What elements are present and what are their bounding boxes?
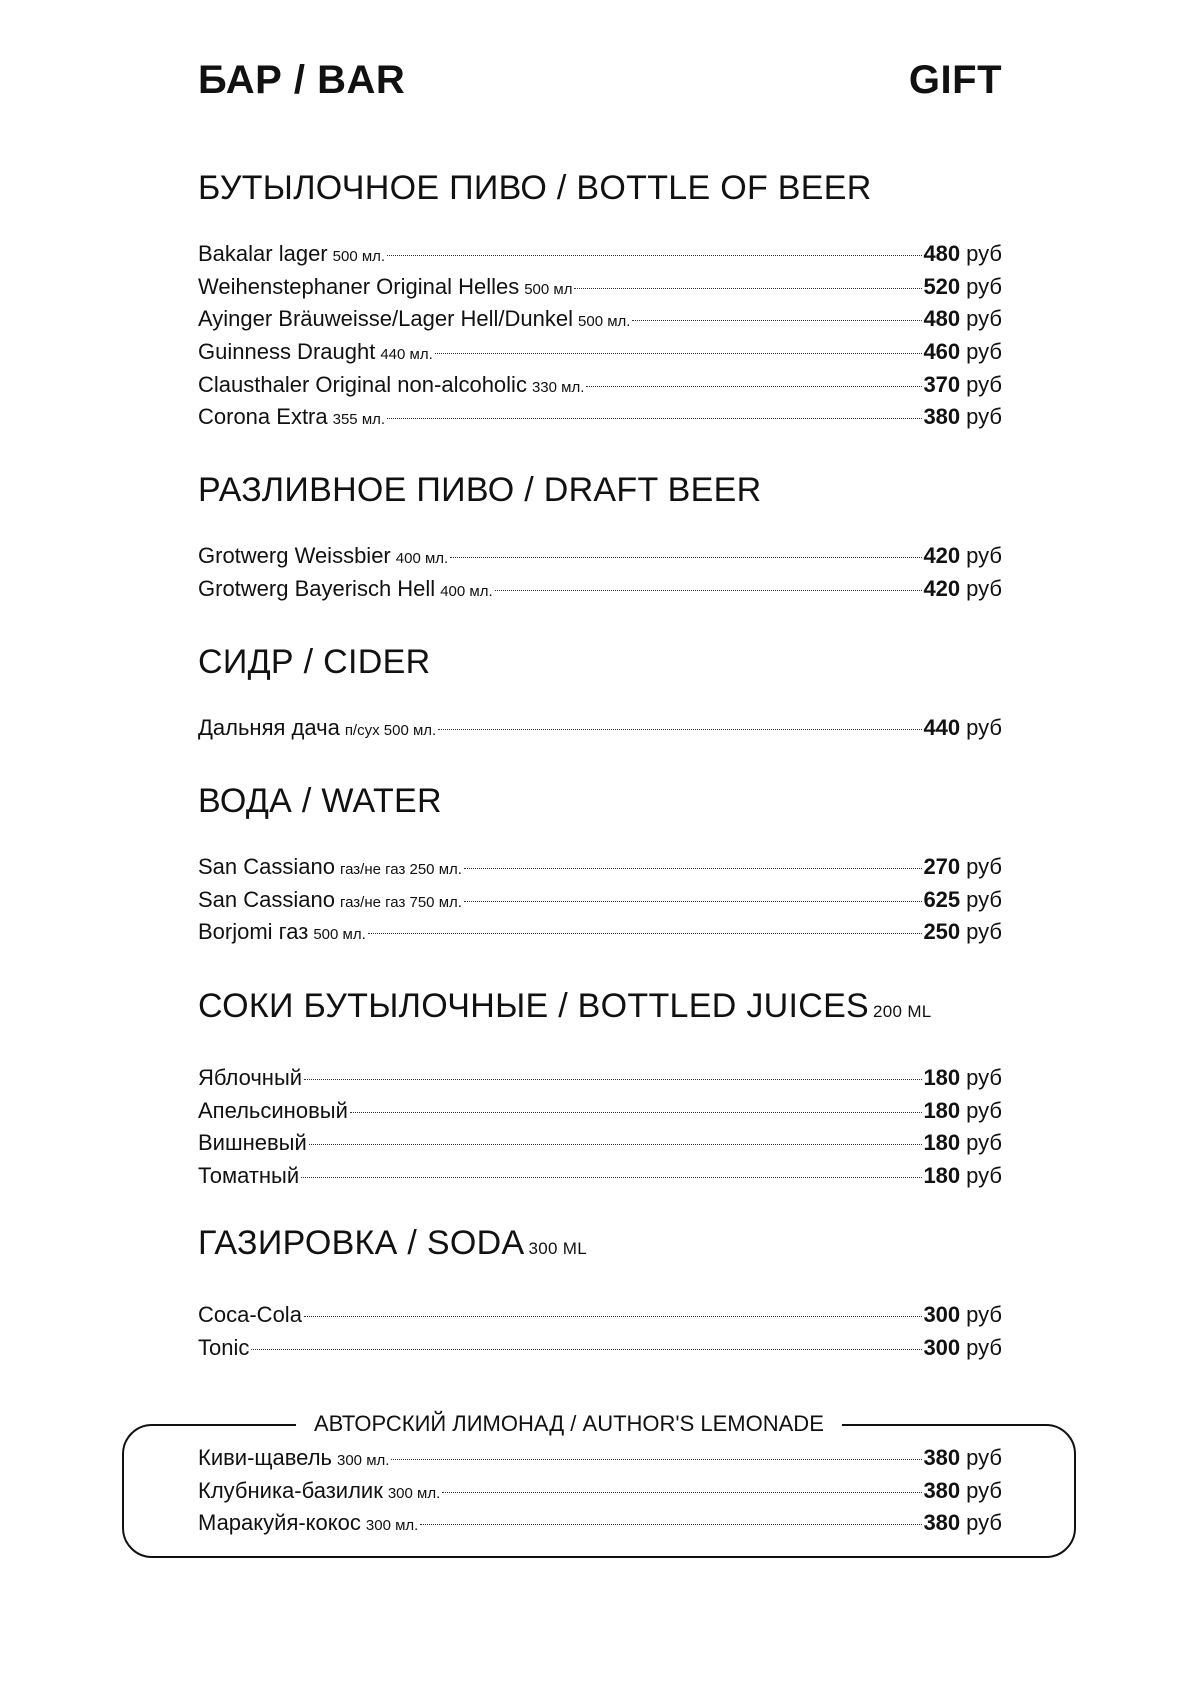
item-price: 180	[923, 1065, 961, 1090]
item-currency: руб	[966, 1477, 1002, 1503]
item-price: 480	[923, 241, 961, 266]
section-draft-beer	[198, 470, 1002, 605]
item-list	[198, 238, 1002, 434]
menu-item	[198, 303, 1002, 336]
dot-leader	[304, 1079, 922, 1080]
menu-item	[198, 1507, 1002, 1540]
item-name: Вишневый	[198, 1130, 307, 1156]
dot-leader	[391, 1459, 922, 1460]
menu-item	[198, 336, 1002, 369]
item-currency: руб	[966, 1097, 1002, 1123]
section-title-text: СИДР / CIDER	[198, 643, 431, 681]
dot-leader	[387, 255, 922, 256]
item-list	[198, 1299, 1002, 1364]
dot-leader	[387, 418, 922, 419]
dot-leader	[435, 353, 923, 354]
item-price: 480	[923, 306, 961, 332]
menu-item	[198, 1299, 1002, 1332]
item-name: Grotwerg Bayerisch Hell	[198, 575, 436, 601]
item-name: Маракуйя-кокос	[198, 1510, 361, 1536]
item-list	[198, 851, 1002, 949]
item-volume: 500 мл	[524, 280, 573, 298]
item-volume: 400 мл.	[395, 550, 449, 567]
item-price: 370	[923, 371, 961, 397]
section-water	[198, 781, 1002, 949]
item-name: Grotwerg Weissbier	[198, 543, 391, 568]
dot-leader	[368, 933, 923, 934]
item-currency: руб	[966, 886, 1002, 912]
menu-item	[198, 573, 1002, 606]
item-name: Томатный	[198, 1163, 300, 1189]
item-name: Tonic	[198, 1334, 250, 1360]
section-lemonade	[198, 1442, 1002, 1540]
item-currency: руб	[966, 371, 1002, 397]
section-title-note: 200 ML	[873, 1002, 932, 1021]
item-name: Weihenstephaner Original Helles	[198, 273, 520, 299]
item-currency: руб	[966, 854, 1002, 879]
item-volume: 330 мл.	[531, 378, 585, 396]
page-title: БАР / BAR	[198, 58, 406, 102]
item-price: 380	[923, 1445, 961, 1470]
item-price: 300	[923, 1334, 961, 1360]
item-currency: руб	[966, 1510, 1002, 1536]
item-volume: 500 мл.	[332, 248, 386, 265]
item-list	[198, 1062, 1002, 1193]
item-name: Апельсиновый	[198, 1097, 348, 1123]
dot-leader	[464, 868, 923, 869]
item-name: Дальняя дача	[198, 715, 340, 740]
menu-item	[198, 540, 1002, 573]
item-price: 420	[923, 543, 961, 568]
item-list	[198, 712, 1002, 745]
dot-leader	[309, 1144, 923, 1145]
item-list	[198, 1442, 1002, 1540]
section-title	[198, 986, 1002, 1032]
menu-item	[198, 1095, 1002, 1128]
item-price: 380	[923, 1510, 961, 1536]
item-volume: 500 мл.	[313, 926, 366, 944]
item-currency: руб	[966, 1065, 1002, 1090]
dot-leader	[304, 1316, 923, 1317]
menu-header	[198, 58, 1002, 108]
item-currency: руб	[966, 306, 1002, 332]
menu-item	[198, 1332, 1002, 1365]
dot-leader	[420, 1524, 922, 1525]
item-price: 250	[923, 919, 961, 945]
section-title-text: ГАЗИРОВКА / SODA	[198, 1224, 525, 1262]
item-name: Guinness Draught	[198, 339, 376, 365]
menu-item	[198, 916, 1002, 949]
item-volume: 500 мл.	[578, 313, 631, 331]
item-currency: руб	[966, 1302, 1002, 1327]
section-title	[198, 781, 1002, 821]
menu-item	[198, 1442, 1002, 1475]
item-name: Corona Extra	[198, 404, 328, 430]
item-currency: руб	[966, 241, 1002, 266]
item-currency: руб	[966, 919, 1002, 945]
menu-item	[198, 1160, 1002, 1193]
item-price: 460	[923, 339, 961, 365]
menu-item	[198, 1127, 1002, 1160]
item-name: San Cassiano	[198, 886, 335, 912]
dot-leader	[495, 590, 923, 591]
item-name: Clausthaler Original non-alcoholic	[198, 371, 527, 397]
section-cider	[198, 642, 1002, 745]
item-price: 270	[923, 854, 961, 879]
item-price: 440	[923, 715, 961, 740]
item-currency: руб	[966, 404, 1002, 430]
item-volume: 440 мл.	[380, 346, 433, 364]
menu-item	[198, 369, 1002, 402]
item-price: 625	[923, 886, 961, 912]
item-name: Киви-щавель	[198, 1445, 332, 1470]
item-price: 420	[923, 575, 961, 601]
item-volume: 300 мл.	[365, 1517, 419, 1535]
dot-leader	[586, 386, 922, 387]
item-volume: газ/не газ 250 мл.	[339, 861, 462, 878]
item-price: 520	[923, 273, 961, 299]
section-bottled-juices	[198, 986, 1002, 1193]
item-price: 380	[923, 404, 961, 430]
item-name: San Cassiano	[198, 854, 335, 879]
menu-item	[198, 238, 1002, 271]
dot-leader	[450, 557, 922, 558]
item-currency: руб	[966, 1163, 1002, 1189]
menu-item	[198, 851, 1002, 884]
menu-item	[198, 271, 1002, 304]
dot-leader	[574, 288, 922, 289]
menu-item	[198, 401, 1002, 434]
item-name: Яблочный	[198, 1065, 303, 1090]
item-name: Coca-Cola	[198, 1302, 302, 1327]
item-price: 380	[923, 1477, 961, 1503]
item-name: Ayinger Bräuweisse/Lager Hell/Dunkel	[198, 306, 574, 332]
item-volume: 300 мл.	[337, 1452, 390, 1469]
item-currency: руб	[966, 1130, 1002, 1156]
item-currency: руб	[966, 715, 1002, 740]
item-currency: руб	[966, 1334, 1002, 1360]
item-price: 300	[923, 1302, 961, 1327]
item-volume: п/сух 500 мл.	[344, 722, 437, 739]
dot-leader	[442, 1492, 922, 1493]
menu-item	[198, 1062, 1002, 1095]
item-price: 180	[923, 1163, 961, 1189]
item-name: Bakalar lager	[198, 241, 328, 266]
item-currency: руб	[966, 575, 1002, 601]
item-volume: 355 мл.	[332, 411, 386, 429]
section-title-text: СОКИ БУТЫЛОЧНЫЕ / BOTTLED JUICES	[198, 987, 870, 1025]
dot-leader	[350, 1112, 923, 1113]
dot-leader	[464, 901, 923, 902]
item-volume: 400 мл.	[440, 582, 493, 600]
dot-leader	[632, 320, 922, 321]
item-currency: руб	[966, 339, 1002, 365]
dot-leader	[438, 729, 922, 730]
item-volume: 300 мл.	[387, 1484, 441, 1502]
dot-leader	[251, 1349, 922, 1350]
item-name: Borjomi газ	[198, 919, 309, 945]
section-title-text: РАЗЛИВНОЕ ПИВО / DRAFT BEER	[198, 471, 762, 509]
item-volume: газ/не газ 750 мл.	[339, 893, 462, 911]
section-bottle-beer	[198, 168, 1002, 434]
item-price: 180	[923, 1097, 961, 1123]
section-title-text: БУТЫЛОЧНОЕ ПИВО / BOTTLE OF BEER	[198, 169, 872, 207]
section-title	[198, 168, 1002, 208]
section-title	[198, 470, 1002, 510]
menu-item	[198, 712, 1002, 745]
dot-leader	[301, 1177, 922, 1178]
section-soda	[198, 1223, 1002, 1364]
section-title	[198, 1223, 1002, 1269]
section-title	[198, 642, 1002, 682]
section-title-lemonade: АВТОРСКИЙ ЛИМОНАД / AUTHOR'S LEMONADE	[296, 1410, 842, 1438]
item-price: 180	[923, 1130, 961, 1156]
brand-logo-text: GIFT	[908, 58, 1002, 102]
item-currency: руб	[966, 1445, 1002, 1470]
section-title-text: ВОДА / WATER	[198, 782, 442, 820]
section-title-note: 300 ML	[528, 1239, 587, 1258]
item-currency: руб	[966, 273, 1002, 299]
menu-item	[198, 884, 1002, 917]
menu-item	[198, 1475, 1002, 1508]
item-currency: руб	[966, 543, 1002, 568]
item-list	[198, 540, 1002, 605]
item-name: Клубника-базилик	[198, 1477, 383, 1503]
